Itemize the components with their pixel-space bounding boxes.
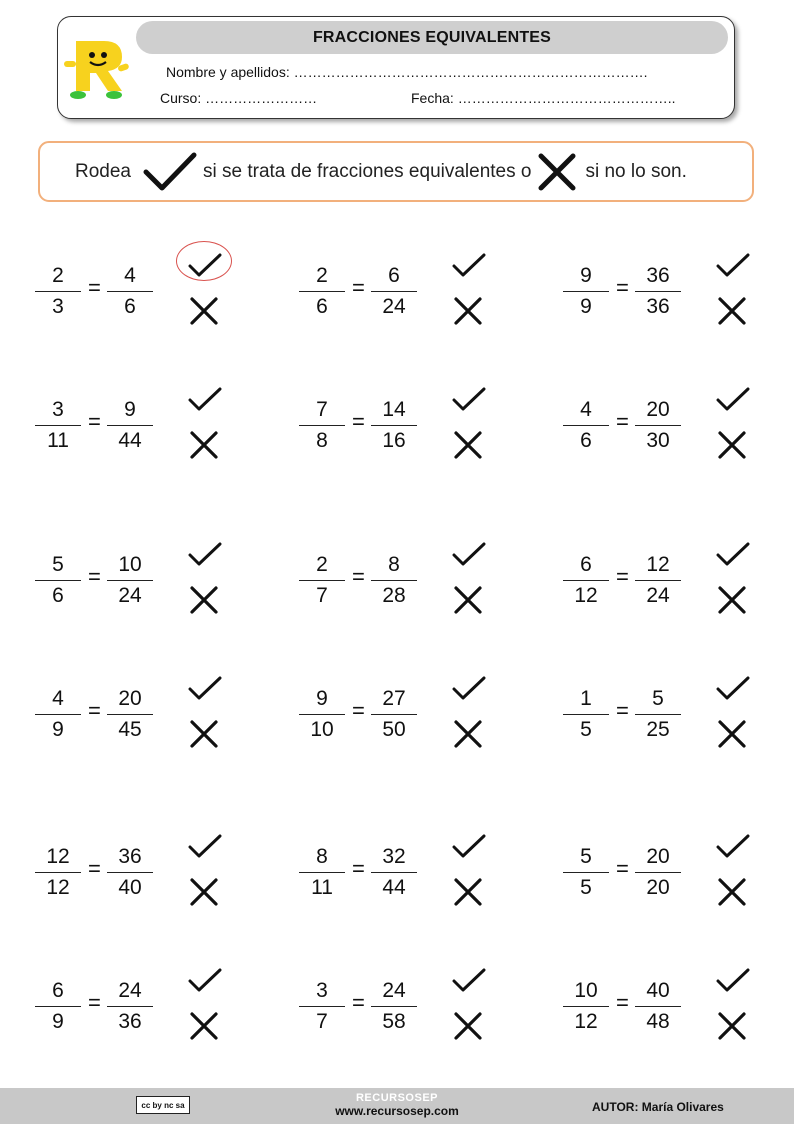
equals-sign: = bbox=[616, 856, 629, 881]
numerator: 20 bbox=[646, 845, 670, 868]
numerator: 36 bbox=[646, 264, 670, 287]
cross-icon[interactable] bbox=[717, 296, 747, 326]
numerator: 9 bbox=[124, 398, 136, 421]
first-fraction bbox=[35, 396, 81, 455]
exercise-item bbox=[35, 843, 275, 933]
fraction-bar bbox=[563, 580, 609, 581]
numerator: 5 bbox=[652, 687, 664, 710]
denominator: 12 bbox=[574, 1010, 598, 1034]
numerator: 8 bbox=[316, 845, 328, 868]
check-icon[interactable] bbox=[716, 833, 750, 861]
denominator: 6 bbox=[316, 295, 328, 319]
fraction-bar bbox=[371, 714, 417, 715]
exercise-item bbox=[35, 685, 275, 775]
fraction-bar bbox=[299, 872, 345, 873]
first-fraction bbox=[563, 551, 609, 610]
second-fraction bbox=[107, 396, 153, 455]
first-fraction bbox=[563, 262, 609, 321]
cross-icon[interactable] bbox=[189, 719, 219, 749]
letter-r-mascot-icon bbox=[62, 35, 130, 101]
fraction-bar bbox=[371, 291, 417, 292]
cross-icon[interactable] bbox=[453, 296, 483, 326]
equals-sign: = bbox=[352, 564, 365, 589]
second-fraction bbox=[635, 551, 681, 610]
denominator: 24 bbox=[646, 584, 670, 608]
check-icon[interactable] bbox=[188, 541, 222, 569]
first-fraction bbox=[299, 551, 345, 610]
author-credit: AUTOR: María Olivares bbox=[592, 1100, 724, 1114]
second-fraction bbox=[371, 551, 417, 610]
fraction-bar bbox=[299, 714, 345, 715]
page-footer bbox=[0, 1088, 794, 1124]
equals-sign: = bbox=[616, 275, 629, 300]
first-fraction bbox=[299, 685, 345, 744]
exercise-item bbox=[299, 262, 539, 352]
numerator: 2 bbox=[316, 553, 328, 576]
license-badge: cc by nc sa bbox=[136, 1096, 190, 1114]
fraction-bar bbox=[107, 714, 153, 715]
fraction-bar bbox=[107, 580, 153, 581]
check-icon bbox=[143, 152, 197, 192]
check-icon[interactable] bbox=[716, 252, 750, 280]
equals-sign: = bbox=[352, 409, 365, 434]
first-fraction bbox=[35, 551, 81, 610]
first-fraction bbox=[299, 262, 345, 321]
numerator: 5 bbox=[580, 845, 592, 868]
cross-icon[interactable] bbox=[717, 877, 747, 907]
denominator: 6 bbox=[580, 429, 592, 453]
equals-sign: = bbox=[88, 698, 101, 723]
first-fraction bbox=[35, 843, 81, 902]
check-icon[interactable] bbox=[452, 541, 486, 569]
denominator: 36 bbox=[118, 1010, 142, 1034]
numerator: 24 bbox=[118, 979, 142, 1002]
first-fraction bbox=[35, 977, 81, 1036]
worksheet-header bbox=[57, 16, 735, 119]
fraction-bar bbox=[35, 714, 81, 715]
equals-sign: = bbox=[616, 990, 629, 1015]
denominator: 8 bbox=[316, 429, 328, 453]
cross-icon[interactable] bbox=[717, 430, 747, 460]
denominator: 9 bbox=[580, 295, 592, 319]
cross-icon[interactable] bbox=[189, 430, 219, 460]
fraction-bar bbox=[107, 872, 153, 873]
second-fraction bbox=[635, 977, 681, 1036]
denominator: 6 bbox=[52, 584, 64, 608]
denominator: 48 bbox=[646, 1010, 670, 1034]
numerator: 9 bbox=[580, 264, 592, 287]
fraction-bar bbox=[35, 1006, 81, 1007]
fraction-bar bbox=[563, 714, 609, 715]
denominator: 9 bbox=[52, 718, 64, 742]
page-title: FRACCIONES EQUIVALENTES bbox=[136, 21, 728, 54]
cross-icon[interactable] bbox=[189, 1011, 219, 1041]
website-link[interactable]: www.recursosep.com bbox=[335, 1104, 459, 1118]
equals-sign: = bbox=[616, 409, 629, 434]
exercise-item bbox=[35, 977, 275, 1067]
numerator: 7 bbox=[316, 398, 328, 421]
equals-sign: = bbox=[88, 990, 101, 1015]
denominator: 5 bbox=[580, 718, 592, 742]
second-fraction bbox=[635, 262, 681, 321]
check-icon[interactable] bbox=[716, 675, 750, 703]
equals-sign: = bbox=[352, 275, 365, 300]
exercise-item bbox=[35, 262, 275, 352]
denominator: 7 bbox=[316, 584, 328, 608]
fraction-bar bbox=[563, 1006, 609, 1007]
numerator: 20 bbox=[118, 687, 142, 710]
equals-sign: = bbox=[616, 698, 629, 723]
fraction-bar bbox=[563, 291, 609, 292]
second-fraction bbox=[635, 685, 681, 744]
equals-sign: = bbox=[352, 990, 365, 1015]
fraction-bar bbox=[635, 1006, 681, 1007]
check-icon[interactable] bbox=[188, 675, 222, 703]
denominator: 12 bbox=[46, 876, 70, 900]
first-fraction bbox=[563, 977, 609, 1036]
equals-sign: = bbox=[616, 564, 629, 589]
exercise-item bbox=[563, 551, 794, 641]
fraction-bar bbox=[371, 580, 417, 581]
second-fraction bbox=[107, 262, 153, 321]
numerator: 2 bbox=[52, 264, 64, 287]
numerator: 1 bbox=[580, 687, 592, 710]
numerator: 10 bbox=[574, 979, 598, 1002]
denominator: 10 bbox=[310, 718, 334, 742]
second-fraction bbox=[371, 977, 417, 1036]
exercise-item bbox=[563, 843, 794, 933]
numerator: 3 bbox=[316, 979, 328, 1002]
exercise-item bbox=[35, 551, 275, 641]
numerator: 9 bbox=[316, 687, 328, 710]
fraction-bar bbox=[35, 580, 81, 581]
fraction-bar bbox=[563, 872, 609, 873]
exercise-item bbox=[299, 551, 539, 641]
numerator: 12 bbox=[646, 553, 670, 576]
exercise-item bbox=[563, 396, 794, 486]
fraction-bar bbox=[107, 425, 153, 426]
cross-icon[interactable] bbox=[453, 719, 483, 749]
exercise-item bbox=[299, 685, 539, 775]
name-field[interactable]: Nombre y apellidos: …………………………………………………………………. bbox=[166, 64, 648, 80]
numerator: 5 bbox=[52, 553, 64, 576]
denominator: 9 bbox=[52, 1010, 64, 1034]
denominator: 40 bbox=[118, 876, 142, 900]
fraction-bar bbox=[371, 872, 417, 873]
instruction-text-start: Rodea bbox=[75, 160, 131, 182]
second-fraction bbox=[371, 685, 417, 744]
first-fraction bbox=[35, 685, 81, 744]
instruction-text-end: si no lo son. bbox=[585, 160, 687, 182]
numerator: 10 bbox=[118, 553, 142, 576]
numerator: 40 bbox=[646, 979, 670, 1002]
second-fraction bbox=[107, 551, 153, 610]
denominator: 11 bbox=[47, 429, 69, 453]
first-fraction bbox=[35, 262, 81, 321]
denominator: 16 bbox=[382, 429, 406, 453]
cross-icon[interactable] bbox=[189, 296, 219, 326]
numerator: 12 bbox=[46, 845, 70, 868]
denominator: 44 bbox=[118, 429, 142, 453]
exercise-item bbox=[563, 262, 794, 352]
denominator: 7 bbox=[316, 1010, 328, 1034]
check-icon[interactable] bbox=[452, 675, 486, 703]
denominator: 11 bbox=[311, 876, 333, 900]
denominator: 58 bbox=[382, 1010, 406, 1034]
fraction-bar bbox=[107, 1006, 153, 1007]
equals-sign: = bbox=[88, 409, 101, 434]
check-icon[interactable] bbox=[452, 386, 486, 414]
numerator: 4 bbox=[52, 687, 64, 710]
course-field[interactable]: Curso: …………………… bbox=[160, 90, 318, 106]
exercise-item bbox=[563, 685, 794, 775]
check-icon[interactable] bbox=[452, 833, 486, 861]
fraction-bar bbox=[35, 425, 81, 426]
denominator: 6 bbox=[124, 295, 136, 319]
cross-icon[interactable] bbox=[717, 585, 747, 615]
fraction-bar bbox=[299, 291, 345, 292]
numerator: 20 bbox=[646, 398, 670, 421]
first-fraction bbox=[299, 843, 345, 902]
numerator: 6 bbox=[388, 264, 400, 287]
check-icon[interactable] bbox=[452, 252, 486, 280]
brand-name: RECURSOSEP bbox=[355, 1092, 439, 1104]
numerator: 32 bbox=[382, 845, 406, 868]
numerator: 3 bbox=[52, 398, 64, 421]
check-icon[interactable] bbox=[452, 967, 486, 995]
fraction-bar bbox=[635, 872, 681, 873]
denominator: 45 bbox=[118, 718, 142, 742]
cross-icon[interactable] bbox=[717, 1011, 747, 1041]
equals-sign: = bbox=[88, 564, 101, 589]
denominator: 20 bbox=[646, 876, 670, 900]
numerator: 4 bbox=[580, 398, 592, 421]
cross-icon bbox=[537, 152, 577, 192]
denominator: 5 bbox=[580, 876, 592, 900]
check-icon[interactable] bbox=[188, 967, 222, 995]
denominator: 25 bbox=[646, 718, 670, 742]
denominator: 3 bbox=[52, 295, 64, 319]
denominator: 24 bbox=[118, 584, 142, 608]
fraction-bar bbox=[35, 291, 81, 292]
numerator: 8 bbox=[388, 553, 400, 576]
first-fraction bbox=[563, 396, 609, 455]
cross-icon[interactable] bbox=[189, 877, 219, 907]
exercise-item bbox=[299, 843, 539, 933]
denominator: 30 bbox=[646, 429, 670, 453]
equals-sign: = bbox=[88, 275, 101, 300]
denominator: 36 bbox=[646, 295, 670, 319]
cross-icon[interactable] bbox=[717, 719, 747, 749]
cross-icon[interactable] bbox=[453, 585, 483, 615]
instruction-text-middle: si se trata de fracciones equivalentes o bbox=[203, 160, 532, 182]
fraction-bar bbox=[635, 580, 681, 581]
instruction-box bbox=[38, 141, 754, 202]
fraction-bar bbox=[299, 580, 345, 581]
fraction-bar bbox=[35, 872, 81, 873]
denominator: 12 bbox=[574, 584, 598, 608]
exercise-item bbox=[299, 977, 539, 1067]
numerator: 6 bbox=[52, 979, 64, 1002]
first-fraction bbox=[563, 843, 609, 902]
fraction-bar bbox=[107, 291, 153, 292]
fraction-bar bbox=[635, 425, 681, 426]
fraction-bar bbox=[563, 425, 609, 426]
equals-sign: = bbox=[352, 698, 365, 723]
exercise-item bbox=[563, 977, 794, 1067]
denominator: 28 bbox=[382, 584, 406, 608]
check-icon[interactable] bbox=[716, 967, 750, 995]
second-fraction bbox=[371, 396, 417, 455]
check-icon[interactable] bbox=[188, 833, 222, 861]
date-field[interactable]: Fecha: ……………………………………….. bbox=[411, 90, 676, 106]
second-fraction bbox=[371, 262, 417, 321]
check-icon[interactable] bbox=[716, 541, 750, 569]
second-fraction bbox=[107, 685, 153, 744]
check-icon[interactable] bbox=[188, 386, 222, 414]
fraction-bar bbox=[635, 714, 681, 715]
second-fraction bbox=[635, 396, 681, 455]
exercise-item bbox=[35, 396, 275, 486]
numerator: 4 bbox=[124, 264, 136, 287]
numerator: 14 bbox=[382, 398, 406, 421]
denominator: 24 bbox=[382, 295, 406, 319]
fraction-bar bbox=[371, 1006, 417, 1007]
first-fraction bbox=[563, 685, 609, 744]
numerator: 24 bbox=[382, 979, 406, 1002]
second-fraction bbox=[107, 843, 153, 902]
cross-icon[interactable] bbox=[453, 877, 483, 907]
cross-icon[interactable] bbox=[453, 1011, 483, 1041]
numerator: 27 bbox=[382, 687, 406, 710]
exercise-item bbox=[299, 396, 539, 486]
fraction-bar bbox=[299, 425, 345, 426]
numerator: 6 bbox=[580, 553, 592, 576]
first-fraction bbox=[299, 977, 345, 1036]
numerator: 36 bbox=[118, 845, 142, 868]
denominator: 44 bbox=[382, 876, 406, 900]
cross-icon[interactable] bbox=[453, 430, 483, 460]
fraction-bar bbox=[635, 291, 681, 292]
second-fraction bbox=[371, 843, 417, 902]
second-fraction bbox=[635, 843, 681, 902]
check-icon[interactable] bbox=[716, 386, 750, 414]
numerator: 2 bbox=[316, 264, 328, 287]
fraction-bar bbox=[371, 425, 417, 426]
equals-sign: = bbox=[88, 856, 101, 881]
cross-icon[interactable] bbox=[189, 585, 219, 615]
check-icon[interactable] bbox=[188, 252, 222, 280]
fraction-bar bbox=[299, 1006, 345, 1007]
first-fraction bbox=[299, 396, 345, 455]
equals-sign: = bbox=[352, 856, 365, 881]
denominator: 50 bbox=[382, 718, 406, 742]
second-fraction bbox=[107, 977, 153, 1036]
